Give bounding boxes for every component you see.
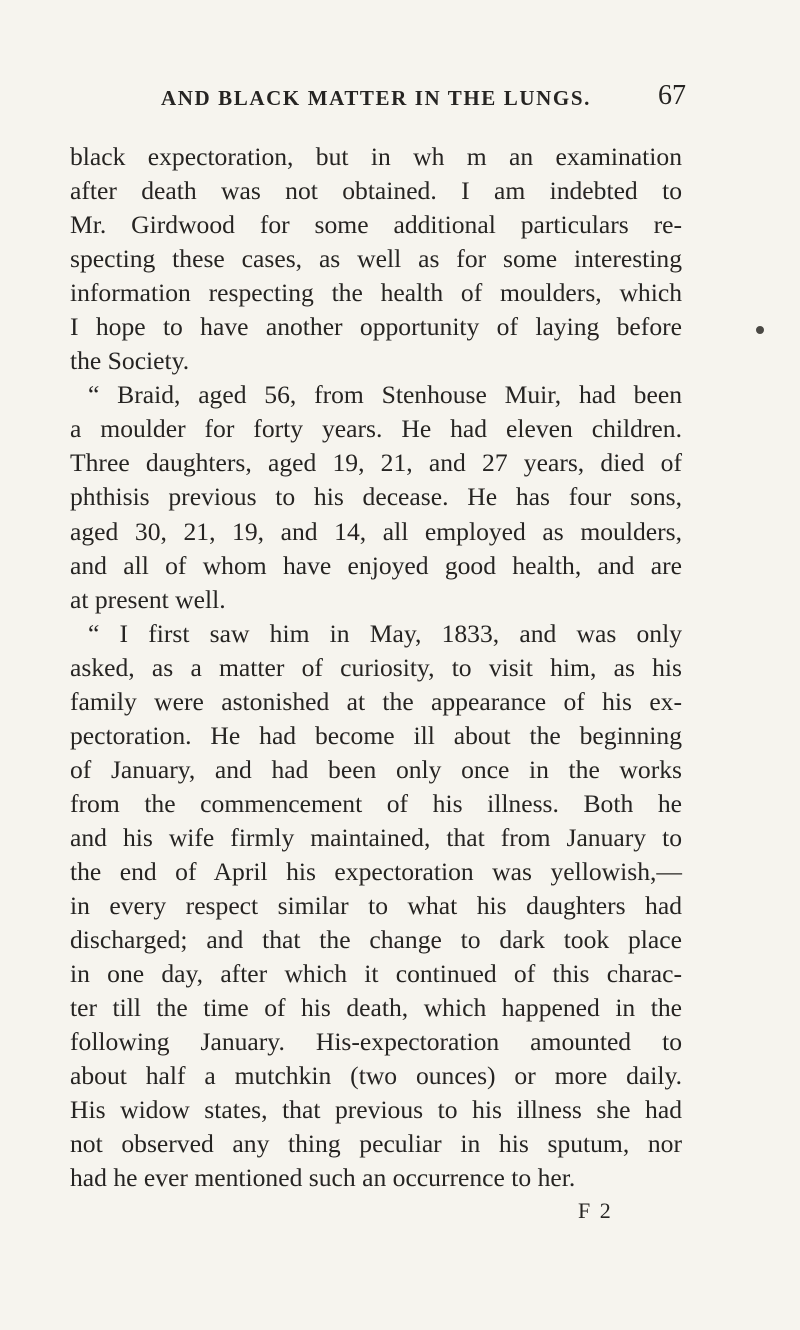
text-line: the end of April his expectoration was yellowish,— [70, 856, 682, 886]
text-line: I hope to have another opportunity of laying before [70, 312, 682, 342]
running-head [70, 80, 686, 114]
text-line: specting these cases, as well as for some interesting [70, 244, 682, 274]
ink-speck [756, 326, 764, 334]
text-line: about half a mutchkin (two ounces) or more daily. [70, 1061, 682, 1091]
text-line: black expectoration, but in wh m an examination [70, 142, 682, 171]
body-text [70, 140, 682, 1195]
text-line: pectoration. He had become ill about the beginning [70, 720, 682, 750]
text-line: the Society. [70, 346, 190, 376]
page-number: 67 [658, 80, 686, 111]
text-line: information respecting the health of moulders, which [70, 278, 682, 308]
text-line: after death was not obtained. I am indebted to [70, 176, 682, 206]
text-line: Mr. Girdwood for some additional particulars re- [70, 210, 682, 240]
text-line: discharged; and that the change to dark took place [70, 925, 682, 955]
text-line: and his wife firmly maintained, that from January to [70, 822, 682, 852]
text-line: in one day, after which it continued of this charac- [70, 959, 682, 989]
text-line: aged 30, 21, 19, and 14, all employed as moulders, [70, 516, 682, 546]
text-line: had he ever mentioned such an occurrence to her. [70, 1163, 576, 1193]
text-line: and all of whom have enjoyed good health, and are [70, 550, 682, 580]
text-line: phthisis previous to his decease. He has four sons, [70, 482, 682, 512]
text-line: from the commencement of his illness. Both he [70, 788, 682, 818]
text-line: of January, and had been only once in the works [70, 754, 682, 784]
text-line: Three daughters, aged 19, 21, and 27 years, died of [70, 448, 682, 478]
text-line: asked, as a matter of curiosity, to visit him, as his [70, 652, 682, 682]
text-line: family were astonished at the appearance of his ex- [70, 686, 682, 716]
signature-mark: F 2 [578, 1198, 613, 1223]
text-line: at present well. [70, 584, 226, 614]
text-line: “ Braid, aged 56, from Stenhouse Muir, had been [88, 380, 682, 410]
text-line: following January. His-expectoration amounted to [70, 1027, 682, 1057]
text-line: not observed any thing peculiar in his sputum, nor [70, 1129, 682, 1159]
text-line: ter till the time of his death, which happened in the [70, 993, 682, 1023]
text-line: “ I first saw him in May, 1833, and was only [88, 618, 682, 648]
running-title: AND BLACK MATTER IN THE LUNGS. [161, 86, 591, 110]
text-line: a moulder for forty years. He had eleven children. [70, 414, 682, 444]
text-line: in every respect similar to what his daughters had [70, 891, 682, 921]
text-line: His widow states, that previous to his illness she had [70, 1095, 682, 1125]
